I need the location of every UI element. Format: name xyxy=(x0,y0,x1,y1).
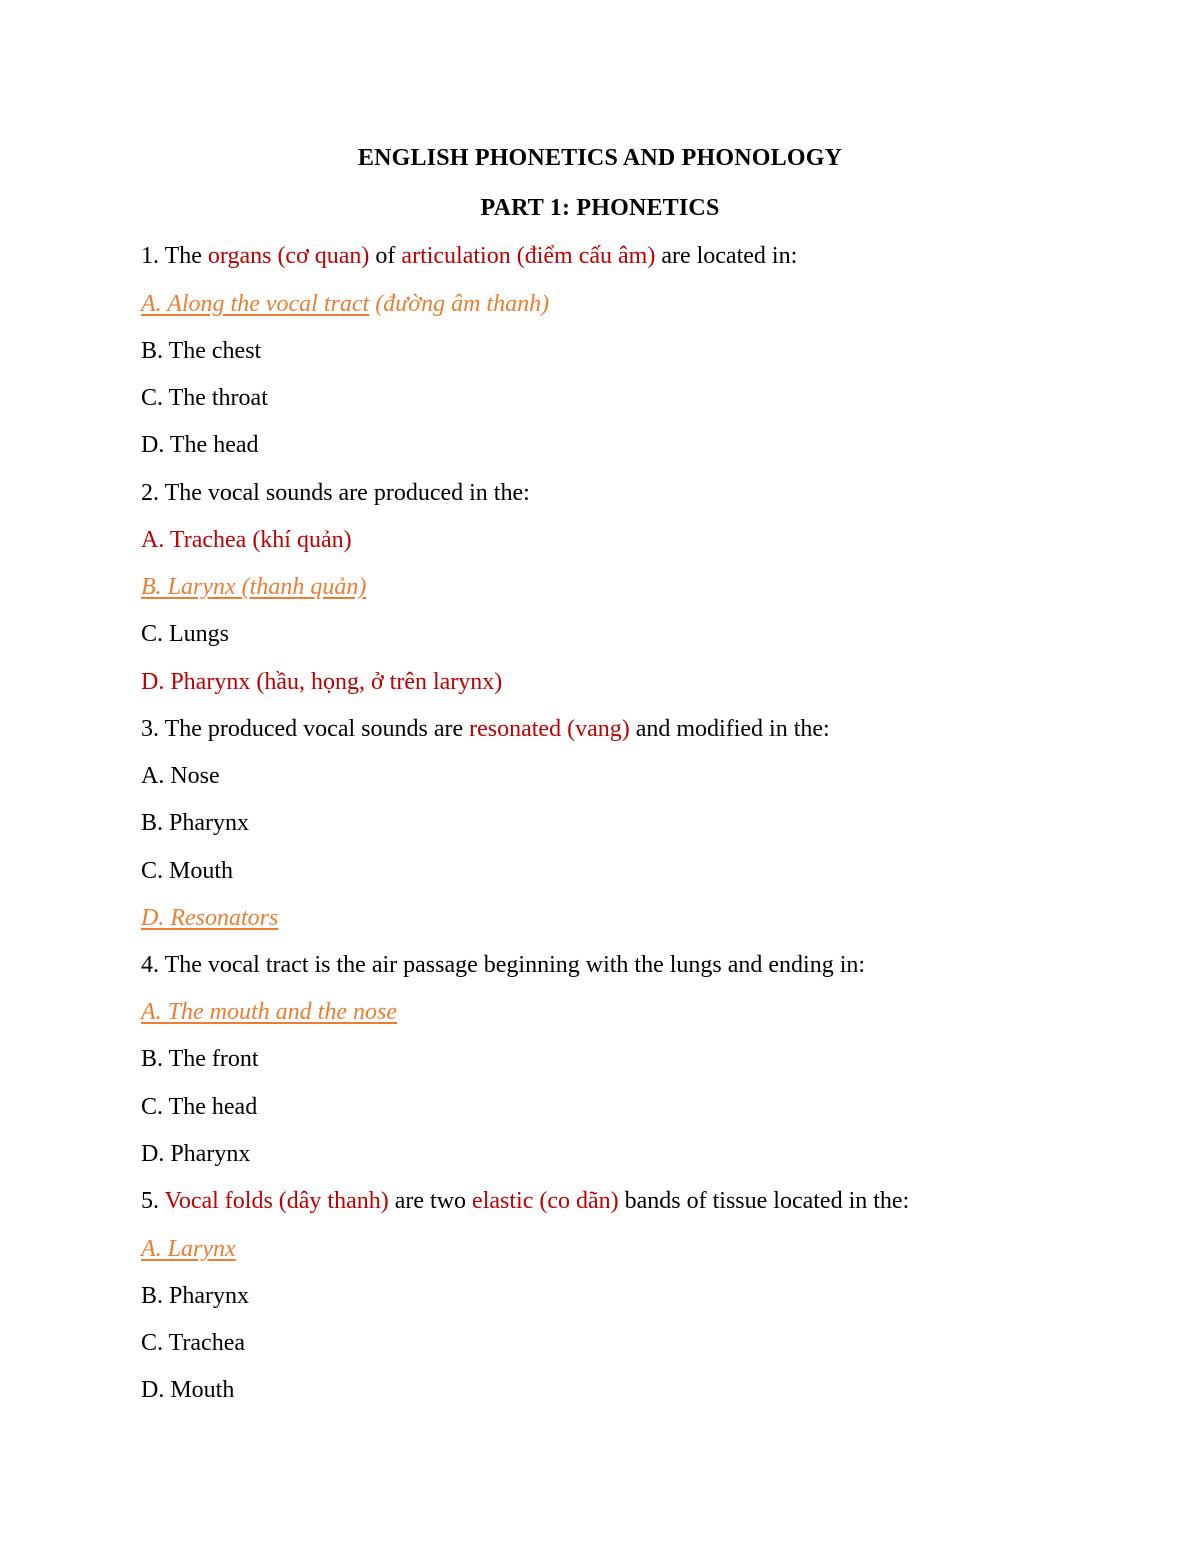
question-5-option-c: C. Trachea xyxy=(141,1330,245,1356)
question-5-mid: are two xyxy=(388,1188,473,1214)
correct-answer-3: D. Resonators xyxy=(141,905,279,931)
question-2-option-b xyxy=(141,573,366,601)
answer-1-note: (đường âm thanh) xyxy=(369,291,550,317)
question-3 xyxy=(141,715,830,743)
term-vocal-folds: Vocal folds (dây thanh) xyxy=(164,1188,389,1214)
question-4-option-a xyxy=(141,998,397,1026)
question-2: 2. The vocal sounds are produced in the: xyxy=(141,480,530,506)
question-4-option-d: D. Pharynx xyxy=(141,1141,251,1167)
term-resonated: resonated (vang) xyxy=(469,716,630,742)
question-1-tail: are located in: xyxy=(655,243,798,269)
question-3-option-b: B. Pharynx xyxy=(141,810,249,836)
term-articulation: articulation (điểm cấu âm) xyxy=(401,243,656,269)
question-5 xyxy=(141,1187,909,1215)
question-2-option-d: D. Pharynx (hầu, họng, ở trên larynx) xyxy=(141,669,503,695)
question-5-option-b: B. Pharynx xyxy=(141,1283,249,1309)
correct-answer-2: B. Larynx (thanh quản) xyxy=(141,574,367,600)
question-3-option-d xyxy=(141,904,278,932)
question-1-number: 1. The xyxy=(141,243,208,269)
question-5-option-a xyxy=(141,1235,236,1263)
question-4-option-b: B. The front xyxy=(141,1046,259,1072)
document-title: ENGLISH PHONETICS AND PHONOLOGY xyxy=(357,145,843,171)
term-organs: organs (cơ quan) xyxy=(207,243,370,269)
correct-answer-1: A. Along the vocal tract xyxy=(141,291,370,317)
question-5-option-d: D. Mouth xyxy=(141,1377,235,1403)
question-1-of: of xyxy=(369,243,402,269)
correct-answer-4: A. The mouth and the nose xyxy=(141,999,397,1025)
correct-answer-5: A. Larynx xyxy=(141,1236,236,1262)
question-1 xyxy=(141,242,797,270)
question-4: 4. The vocal tract is the air passage beginning with the lungs and ending in: xyxy=(141,952,866,978)
question-1-option-a xyxy=(141,290,549,318)
question-1-option-b: B. The chest xyxy=(141,338,262,364)
question-1-option-d: D. The head xyxy=(141,432,259,458)
question-4-option-c: C. The head xyxy=(141,1094,258,1120)
question-5-number: 5. xyxy=(141,1188,165,1214)
question-3-tail: and modified in the: xyxy=(629,716,830,742)
question-3-option-a: A. Nose xyxy=(141,763,220,789)
question-2-option-c: C. Lungs xyxy=(141,621,230,647)
question-3-option-c: C. Mouth xyxy=(141,858,234,884)
question-5-tail: bands of tissue located in the: xyxy=(618,1188,910,1214)
question-1-option-c: C. The throat xyxy=(141,385,268,411)
question-3-head: 3. The produced vocal sounds are xyxy=(141,716,470,742)
question-2-option-a: A. Trachea (khí quản) xyxy=(141,527,352,553)
part-title: PART 1: PHONETICS xyxy=(480,195,720,221)
term-elastic: elastic (co dãn) xyxy=(472,1188,619,1214)
